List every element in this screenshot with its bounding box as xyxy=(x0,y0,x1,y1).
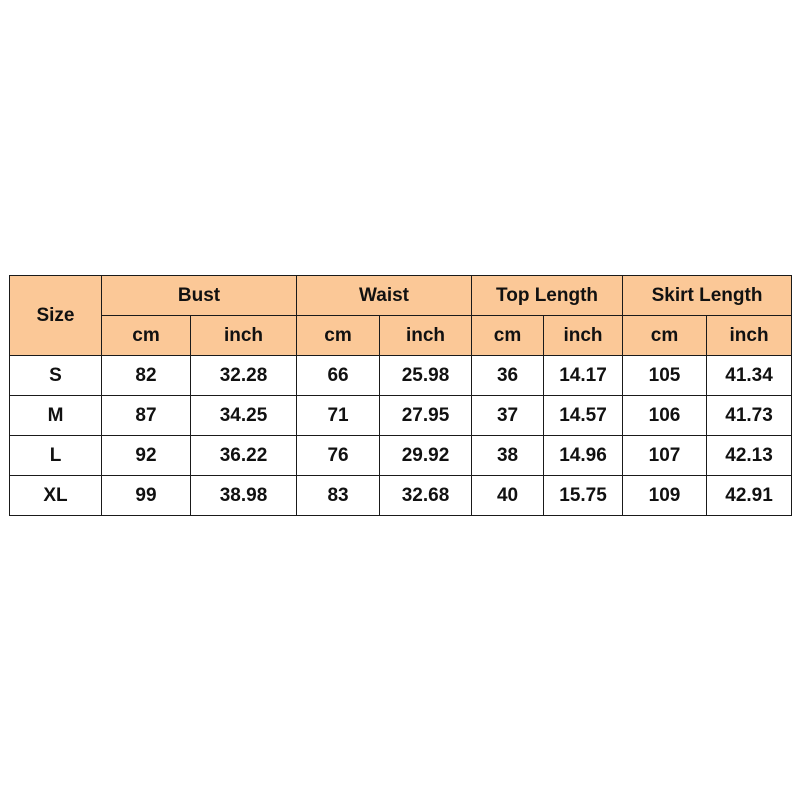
table-cell: 83 xyxy=(297,476,380,516)
unit-header: cm xyxy=(102,316,191,356)
table-row xyxy=(10,476,792,516)
unit-header: cm xyxy=(297,316,380,356)
unit-header: cm xyxy=(472,316,544,356)
size-header: Size xyxy=(10,276,102,356)
header-row-groups xyxy=(10,276,792,316)
unit-header: cm xyxy=(623,316,707,356)
table-cell: 37 xyxy=(472,396,544,436)
size-cell: L xyxy=(10,436,102,476)
table-cell: 38 xyxy=(472,436,544,476)
table-cell: 36.22 xyxy=(191,436,297,476)
table-cell: 71 xyxy=(297,396,380,436)
table-cell: 32.28 xyxy=(191,356,297,396)
table-row xyxy=(10,356,792,396)
table-cell: 66 xyxy=(297,356,380,396)
table-cell: 82 xyxy=(102,356,191,396)
table-cell: 109 xyxy=(623,476,707,516)
unit-header: inch xyxy=(380,316,472,356)
size-cell: M xyxy=(10,396,102,436)
table-cell: 34.25 xyxy=(191,396,297,436)
table-cell: 14.57 xyxy=(544,396,623,436)
header-row-units xyxy=(10,316,792,356)
table-cell: 14.96 xyxy=(544,436,623,476)
table-cell: 99 xyxy=(102,476,191,516)
unit-header: inch xyxy=(191,316,297,356)
table-cell: 25.98 xyxy=(380,356,472,396)
table-cell: 15.75 xyxy=(544,476,623,516)
table-cell: 106 xyxy=(623,396,707,436)
table-row xyxy=(10,396,792,436)
unit-header: inch xyxy=(544,316,623,356)
table-cell: 42.91 xyxy=(707,476,792,516)
table-cell: 41.73 xyxy=(707,396,792,436)
group-header-waist: Waist xyxy=(297,276,472,316)
table-cell: 41.34 xyxy=(707,356,792,396)
table-cell: 36 xyxy=(472,356,544,396)
size-cell: XL xyxy=(10,476,102,516)
table-cell: 29.92 xyxy=(380,436,472,476)
table-cell: 87 xyxy=(102,396,191,436)
table-cell: 42.13 xyxy=(707,436,792,476)
group-header-bust: Bust xyxy=(102,276,297,316)
size-chart-table xyxy=(9,275,792,516)
table-cell: 40 xyxy=(472,476,544,516)
table-cell: 107 xyxy=(623,436,707,476)
table-cell: 32.68 xyxy=(380,476,472,516)
table-cell: 76 xyxy=(297,436,380,476)
group-header-top-length: Top Length xyxy=(472,276,623,316)
size-cell: S xyxy=(10,356,102,396)
table-cell: 92 xyxy=(102,436,191,476)
table-cell: 38.98 xyxy=(191,476,297,516)
table-cell: 105 xyxy=(623,356,707,396)
table-row xyxy=(10,436,792,476)
group-header-skirt-length: Skirt Length xyxy=(623,276,792,316)
unit-header: inch xyxy=(707,316,792,356)
table-cell: 14.17 xyxy=(544,356,623,396)
table-cell: 27.95 xyxy=(380,396,472,436)
